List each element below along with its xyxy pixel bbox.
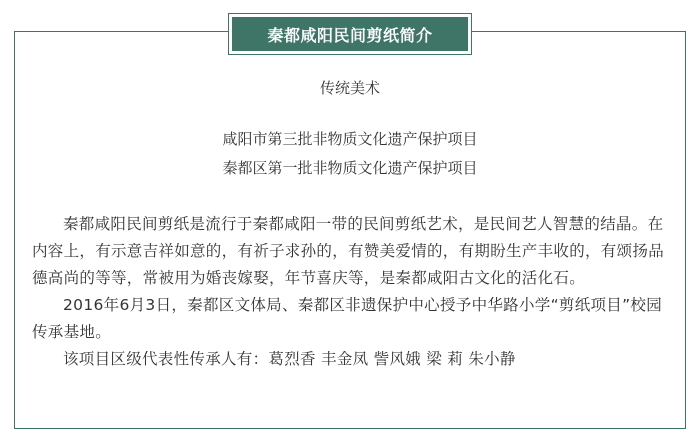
paragraph-inheritors: 该项目区级代表性传承人有：葛烈香 丰金凤 訾风娥 梁 莉 朱小静 xyxy=(63,350,516,368)
project-line-district: 秦都区第一批非物质文化遗产保护项目 xyxy=(222,159,478,177)
description-body xyxy=(32,211,672,373)
category-label: 传统美术 xyxy=(319,79,380,97)
paragraph-base: 2016年6月3日，秦都区文体局、秦都区非遗保护中心授予中华路小学“剪纸项目”校园传承基地。 xyxy=(32,296,663,341)
title-banner xyxy=(228,13,472,55)
project-line-city: 咸阳市第三批非物质文化遗产保护项目 xyxy=(222,130,478,148)
paragraph-intro: 秦都咸阳民间剪纸是流行于秦都咸阳一带的民间剪纸艺术，是民间艺人智慧的结晶。在内容上，有示意吉祥如意的，有祈子求孙的，有赞美爱情的，有期盼生产丰收的，有颂扬品德高尚的等等，常被用为婚丧嫁娶，年节喜庆等，是秦都咸阳古文化的活化石。 xyxy=(32,215,665,287)
page-title: 秦都咸阳民间剪纸简介 xyxy=(232,17,468,51)
